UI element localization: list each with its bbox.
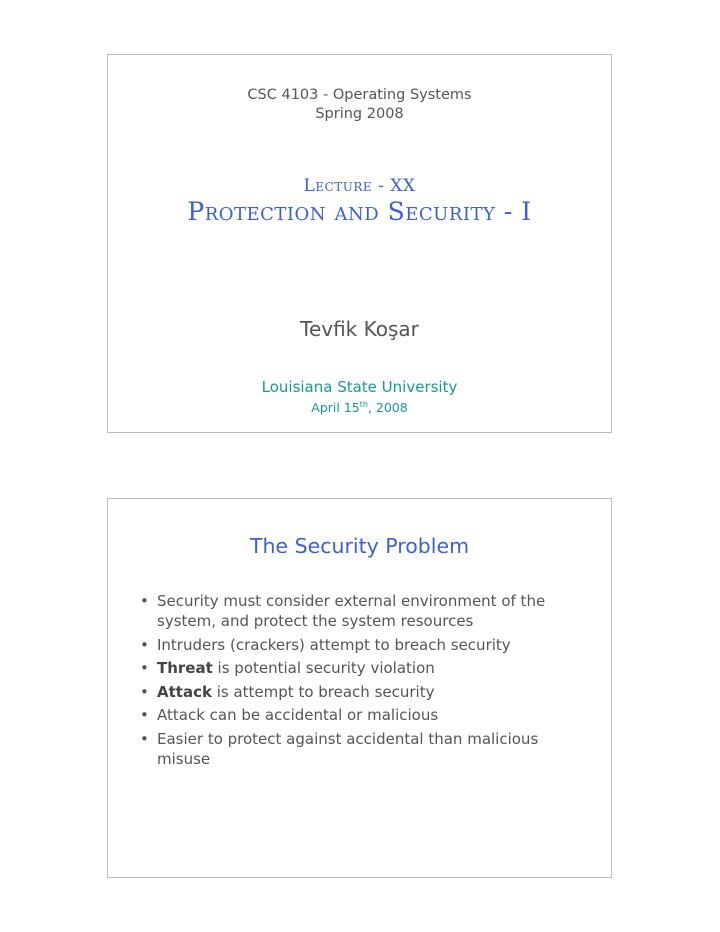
bullet-icon: • bbox=[140, 706, 149, 724]
bullet-icon: • bbox=[140, 635, 149, 654]
author-name: Tevfik Koşar bbox=[300, 317, 419, 341]
course-name: CSC 4103 - Operating Systems bbox=[247, 87, 472, 103]
bullet-list bbox=[138, 591, 578, 772]
bullet-icon: • bbox=[140, 592, 149, 610]
bullet-text: is potential security violation bbox=[212, 659, 435, 677]
bullet-icon: • bbox=[140, 682, 149, 701]
bullet-icon: • bbox=[140, 729, 149, 748]
semester: Spring 2008 bbox=[315, 106, 404, 122]
bullet-item bbox=[138, 591, 578, 631]
bullet-item bbox=[138, 658, 578, 678]
university-name: Louisiana State University bbox=[261, 378, 458, 396]
bullet-icon: • bbox=[140, 659, 149, 677]
slide-title: The Security Problem bbox=[249, 534, 470, 558]
bullet-item bbox=[138, 635, 578, 655]
bullet-item bbox=[138, 729, 578, 769]
lecture-date bbox=[108, 400, 611, 415]
slide-1 bbox=[107, 54, 612, 433]
lecture-title: Protection and Security - I bbox=[187, 197, 532, 226]
bullet-text: Security must consider external environment of the system, and protect the system resources bbox=[157, 592, 546, 630]
date-ordinal: th bbox=[359, 400, 368, 409]
date-suffix: , 2008 bbox=[367, 400, 408, 416]
date-prefix: April 15 bbox=[311, 400, 360, 416]
bullet-item bbox=[138, 705, 578, 725]
bullet-text: Easier to protect against accidental than malicious misuse bbox=[157, 729, 539, 768]
bullet-keyword: Attack bbox=[157, 682, 212, 701]
bullet-keyword: Threat bbox=[157, 659, 213, 677]
lecture-number: Lecture - XX bbox=[303, 176, 416, 196]
bullet-text: is attempt to breach security bbox=[211, 682, 435, 701]
bullet-item bbox=[138, 682, 578, 702]
bullet-text: Intruders (crackers) attempt to breach security bbox=[157, 635, 511, 654]
bullet-text: Attack can be accidental or malicious bbox=[157, 706, 439, 724]
slide-2 bbox=[107, 498, 612, 878]
